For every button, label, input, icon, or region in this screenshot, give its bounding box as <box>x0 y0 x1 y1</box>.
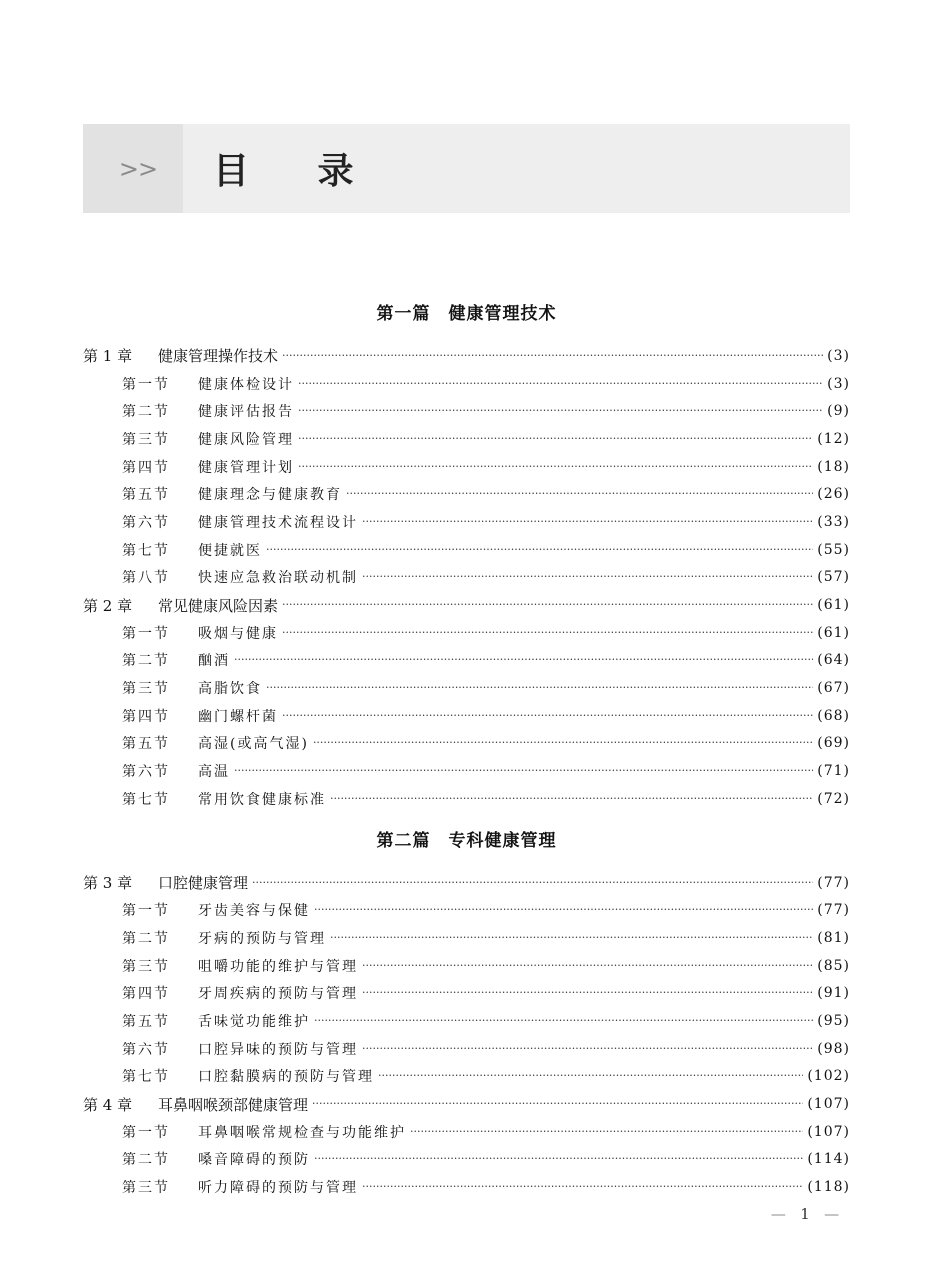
page-ref: (61) <box>817 597 850 614</box>
page-ref: (33) <box>817 513 850 530</box>
section-title: 牙齿美容与保健 <box>198 903 310 920</box>
toc-entry-section[interactable] <box>83 952 850 980</box>
toc-entry-section[interactable] <box>83 480 850 508</box>
section-number: 第四节 <box>122 986 170 1003</box>
toc-entry-section[interactable] <box>83 757 850 785</box>
section-number: 第三节 <box>122 958 170 975</box>
dot-leader <box>362 569 813 585</box>
dot-leader <box>282 625 813 641</box>
dot-leader <box>282 708 813 724</box>
section-number: 第三节 <box>122 1180 170 1197</box>
dot-leader <box>362 1179 803 1195</box>
page-ref: (3) <box>827 347 850 364</box>
section-title: 健康体检设计 <box>198 376 294 393</box>
section-number: 第一节 <box>122 1124 170 1141</box>
part-heading: 第一篇 健康管理技术 <box>376 304 557 324</box>
dot-leader <box>234 763 813 779</box>
toc-entry-section[interactable] <box>83 674 850 702</box>
section-number: 第五节 <box>122 736 170 753</box>
page-ref: (77) <box>817 874 850 891</box>
chapter-number: 第 2 章 <box>83 596 133 615</box>
dot-leader <box>362 985 813 1001</box>
toc-entry-section[interactable] <box>83 370 850 398</box>
section-title: 健康评估报告 <box>198 404 294 421</box>
dot-leader <box>346 486 813 502</box>
toc-entry-section[interactable] <box>83 1118 850 1146</box>
section-title: 酗酒 <box>198 653 230 670</box>
dot-leader <box>266 542 813 558</box>
section-number: 第一节 <box>122 903 170 920</box>
page-number: 1 <box>800 1205 810 1223</box>
dot-leader <box>314 902 813 918</box>
chapter-number: 第 1 章 <box>83 347 133 366</box>
section-number: 第七节 <box>122 791 170 808</box>
table-of-contents <box>83 298 850 1201</box>
dot-leader <box>234 652 813 668</box>
section-number: 第一节 <box>122 625 170 642</box>
section-title: 幽门螺杆菌 <box>198 708 278 725</box>
page-ref: (3) <box>827 375 850 392</box>
section-title: 高温 <box>198 764 230 781</box>
toc-entry-section[interactable] <box>83 397 850 425</box>
section-number: 第六节 <box>122 764 170 781</box>
page-title: 目 录 <box>213 151 382 192</box>
toc-entry-section[interactable] <box>83 1035 850 1063</box>
section-number: 第六节 <box>122 514 170 531</box>
section-number: 第二节 <box>122 404 170 421</box>
toc-entry-chapter[interactable] <box>83 342 850 370</box>
section-title: 吸烟与健康 <box>198 625 278 642</box>
section-number: 第五节 <box>122 1013 170 1030</box>
dot-leader <box>252 875 813 891</box>
banner-accent <box>83 124 183 213</box>
section-title: 牙周疾病的预防与管理 <box>198 986 358 1003</box>
section-number: 第八节 <box>122 570 170 587</box>
toc-banner <box>83 124 850 213</box>
section-title: 口腔黏膜病的预防与管理 <box>198 1069 374 1086</box>
toc-entry-section[interactable] <box>83 425 850 453</box>
section-title: 舌味觉功能维护 <box>198 1013 310 1030</box>
page-ref: (98) <box>817 1040 850 1057</box>
dot-leader <box>298 459 813 475</box>
page-ref: (85) <box>817 957 850 974</box>
section-title: 口腔异味的预防与管理 <box>198 1041 358 1058</box>
section-title: 健康理念与健康教育 <box>198 487 342 504</box>
dot-leader <box>298 376 823 392</box>
section-number: 第二节 <box>122 653 170 670</box>
page-ref: (107) <box>807 1096 850 1113</box>
toc-entry-section[interactable] <box>83 564 850 592</box>
page-ref: (72) <box>817 790 850 807</box>
section-number: 第三节 <box>122 681 170 698</box>
toc-entry-section[interactable] <box>83 647 850 675</box>
page-ref: (91) <box>817 985 850 1002</box>
page-ref: (67) <box>817 680 850 697</box>
toc-entry-section[interactable] <box>83 536 850 564</box>
dot-leader <box>330 930 813 946</box>
toc-entry-section[interactable] <box>83 1173 850 1201</box>
page-ref: (69) <box>817 735 850 752</box>
dot-leader <box>314 1013 813 1029</box>
chapter-title: 耳鼻咽喉颈部健康管理 <box>158 1095 309 1114</box>
toc-entry-section[interactable] <box>83 785 850 813</box>
dot-leader <box>298 431 813 447</box>
page-ref: (95) <box>817 1012 850 1029</box>
chapter-title: 口腔健康管理 <box>158 874 249 893</box>
toc-entry-section[interactable] <box>83 702 850 730</box>
chapter-number: 第 3 章 <box>83 874 133 893</box>
page-ref: (12) <box>817 430 850 447</box>
section-number: 第五节 <box>122 487 170 504</box>
section-number: 第四节 <box>122 459 170 476</box>
section-title: 高脂饮食 <box>198 681 262 698</box>
toc-entry-section[interactable] <box>83 1063 850 1091</box>
page-ref: (64) <box>817 652 850 669</box>
toc-entry-section[interactable] <box>83 896 850 924</box>
dot-leader <box>362 958 813 974</box>
page-ref: (77) <box>817 902 850 919</box>
page-ref: (61) <box>817 624 850 641</box>
section-title: 健康管理计划 <box>198 459 294 476</box>
page-footer <box>765 1205 845 1223</box>
part-heading: 第二篇 专科健康管理 <box>376 830 557 851</box>
section-title: 听力障碍的预防与管理 <box>198 1180 358 1197</box>
section-title: 耳鼻咽喉常规检查与功能维护 <box>198 1124 406 1141</box>
dot-leader <box>266 680 813 696</box>
section-title: 常用饮食健康标准 <box>198 791 326 808</box>
footer-dash-left: — <box>770 1205 786 1223</box>
dot-leader <box>314 1151 803 1167</box>
page-ref: (26) <box>817 486 850 503</box>
dot-leader <box>362 1041 813 1057</box>
page-ref: (107) <box>807 1123 850 1140</box>
section-title: 健康管理技术流程设计 <box>198 514 358 531</box>
toc-entry-section[interactable] <box>83 1146 850 1174</box>
toc-entry-section[interactable] <box>83 730 850 758</box>
section-number: 第二节 <box>122 1152 170 1169</box>
section-number: 第二节 <box>122 930 170 947</box>
chapter-number: 第 4 章 <box>83 1095 133 1114</box>
page-ref: (18) <box>817 458 850 475</box>
section-number: 第三节 <box>122 431 170 448</box>
page-ref: (57) <box>817 569 850 586</box>
footer-dash-right: — <box>824 1205 840 1223</box>
toc-entry-section[interactable] <box>83 979 850 1007</box>
section-title: 便捷就医 <box>198 542 262 559</box>
toc-entry-chapter[interactable] <box>83 591 850 619</box>
toc-entry-section[interactable] <box>83 453 850 481</box>
chapter-title: 常见健康风险因素 <box>158 596 279 615</box>
section-title: 牙病的预防与管理 <box>198 930 326 947</box>
toc-entry-chapter[interactable] <box>83 869 850 897</box>
page-ref: (9) <box>827 403 850 420</box>
dot-leader <box>378 1068 803 1084</box>
toc-entry-section[interactable] <box>83 508 850 536</box>
section-number: 第四节 <box>122 708 170 725</box>
section-number: 第六节 <box>122 1041 170 1058</box>
toc-entry-section[interactable] <box>83 619 850 647</box>
page-ref: (68) <box>817 707 850 724</box>
section-title: 快速应急救治联动机制 <box>198 570 358 587</box>
page-ref: (55) <box>817 541 850 558</box>
section-title: 健康风险管理 <box>198 431 294 448</box>
toc-entry-section[interactable] <box>83 924 850 952</box>
section-title: 咀嚼功能的维护与管理 <box>198 958 358 975</box>
dot-leader <box>282 348 823 364</box>
section-title: 高湿(或高气湿) <box>198 736 309 753</box>
dot-leader <box>410 1124 803 1140</box>
page-ref: (118) <box>807 1179 850 1196</box>
dot-leader <box>298 403 823 419</box>
page-ref: (71) <box>817 763 850 780</box>
section-title: 嗓音障碍的预防 <box>198 1152 310 1169</box>
dot-leader <box>362 514 813 530</box>
section-number: 第七节 <box>122 1069 170 1086</box>
dot-leader <box>312 1096 803 1112</box>
double-chevron-icon: >> <box>118 154 158 183</box>
section-number: 第一节 <box>122 376 170 393</box>
dot-leader <box>282 597 813 613</box>
page-ref: (102) <box>807 1068 850 1085</box>
section-number: 第七节 <box>122 542 170 559</box>
toc-entry-section[interactable] <box>83 1007 850 1035</box>
dot-leader <box>313 735 813 751</box>
chapter-title: 健康管理操作技术 <box>158 347 279 366</box>
toc-entry-chapter[interactable] <box>83 1090 850 1118</box>
page-ref: (81) <box>817 929 850 946</box>
page-ref: (114) <box>807 1151 850 1168</box>
dot-leader <box>330 791 813 807</box>
